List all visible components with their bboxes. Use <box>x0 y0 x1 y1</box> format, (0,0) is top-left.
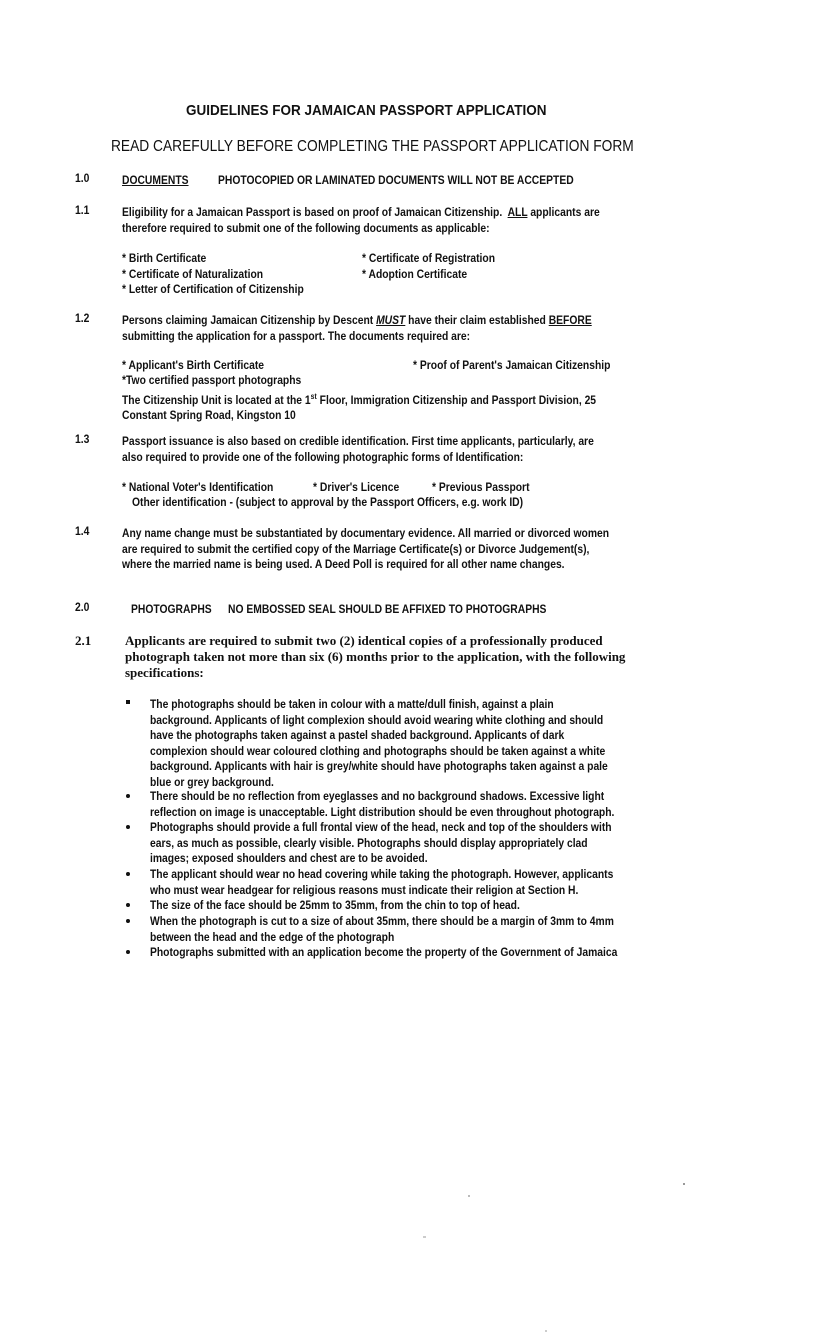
id-voter: * National Voter's Identification <box>122 480 274 494</box>
citizenship-unit-info: *Two certified passport photographs The Citizenship Unit is located at the 1st Floor, Immigration Citizenship and Passport Division, 25 Constant Spring Road, Kingston 10 <box>122 373 597 422</box>
bullet-icon <box>126 903 130 907</box>
list-item: Photographs should provide a full frontal view of the head, neck and top of the shoulders with ears, as much as possible, clearly visible. Photographs should display appropriately clad images; exposed shoulders and chest are to be avoided. <box>150 820 612 865</box>
page-title: GUIDELINES FOR JAMAICAN PASSPORT APPLICATION <box>186 102 547 119</box>
section-number-1-2: 1.2 <box>75 313 90 325</box>
list-item: * Adoption Certificate <box>362 266 468 281</box>
list-item: * Certificate of Naturalization <box>122 266 264 281</box>
list-item: * Certificate of Registration <box>362 251 496 265</box>
descent-required-left: * Applicant's Birth Certificate <box>122 358 264 372</box>
section-number-1-4: 1.4 <box>75 526 90 538</box>
bullet-icon <box>126 919 130 923</box>
list-item: * Letter of Certification of Citizenship <box>122 282 304 296</box>
section-number-2-1: 2.1 <box>75 633 92 648</box>
bullet-icon <box>126 950 130 954</box>
eligible-documents-left <box>122 251 304 298</box>
page-subtitle: READ CAREFULLY BEFORE COMPLETING THE PASSPORT APPLICATION FORM <box>111 138 634 155</box>
section-number-1-1: 1.1 <box>75 205 90 217</box>
photograph-requirements-intro: Applicants are required to submit two (2) identical copies of a professionally produced photograph taken not more than six (6) months prior to the application, with the following specifications: <box>125 633 626 680</box>
scan-speck <box>423 1236 426 1238</box>
section-heading-photographs: PHOTOGRAPHS <box>131 602 212 616</box>
section-number-2-0: 2.0 <box>75 602 90 614</box>
list-item: There should be no reflection from eyeglasses and no background shadows. Excessive light reflection on image is unacceptable. Light distribution should be even throughout photograph. <box>150 789 615 819</box>
square-bullet-icon <box>126 700 130 704</box>
descent-paragraph: Persons claiming Jamaican Citizenship by Descent MUST have their claim established BEFORE submitting the application for a passport. The documents required are: <box>122 313 592 343</box>
list-item: The size of the face should be 25mm to 35mm, from the chin to top of head. <box>150 898 520 912</box>
name-change-paragraph: Any name change must be substantiated by documentary evidence. All married or divorced women are required to submit the certified copy of the Marriage Certificate(s) or Divorce Judgement(s), where the married name is being used. A Deed Poll is required for all other name changes. <box>122 526 610 571</box>
id-passport: * Previous Passport <box>432 480 530 494</box>
id-licence: * Driver's Licence <box>313 480 400 494</box>
photographs-note: NO EMBOSSED SEAL SHOULD BE AFFIXED TO PHOTOGRAPHS <box>228 602 547 616</box>
eligibility-paragraph: Eligibility for a Jamaican Passport is based on proof of Jamaican Citizenship. ALL applicants are therefore required to submit one of the following documents as applicable: <box>122 205 600 235</box>
eligible-documents-right <box>362 251 495 282</box>
scan-speck <box>468 1195 470 1197</box>
identification-paragraph: Passport issuance is also based on credible identification. First time applicants, particularly, are also required to provide one of the following photographic forms of Identification: <box>122 434 594 464</box>
photo-spec-list <box>124 697 664 967</box>
list-item: The photographs should be taken in colour with a matte/dull finish, against a plain background. Applicants of light complexion should avoid wearing white clothing and should have the photographs taken against a pastel shaded background. Applicants of dark complexion should wear coloured clothing and photographs should be taken against a white background. Applicants with hair is grey/white should have photographs taken against a pale blue or grey background. <box>150 697 608 789</box>
section-heading-documents: DOCUMENTS <box>122 173 189 187</box>
list-item: * Birth Certificate <box>122 251 207 265</box>
id-other: Other identification - (subject to approval by the Passport Officers, e.g. work ID) <box>132 495 524 509</box>
section-number-1-0: 1.0 <box>75 173 90 185</box>
bullet-icon <box>126 872 130 876</box>
list-item: The applicant should wear no head covering while taking the photograph. However, applicants who must wear headgear for religious reasons must indicate their religion at Section H. <box>150 867 614 897</box>
bullet-icon <box>126 794 130 798</box>
descent-required-right: * Proof of Parent's Jamaican Citizenship <box>413 358 611 372</box>
list-item: Photographs submitted with an application become the property of the Government of Jamaica <box>150 945 618 959</box>
section-number-1-3: 1.3 <box>75 434 90 446</box>
documents-note: PHOTOCOPIED OR LAMINATED DOCUMENTS WILL NOT BE ACCEPTED <box>218 173 574 187</box>
scan-speck <box>545 1330 547 1332</box>
list-item: When the photograph is cut to a size of about 35mm, there should be a margin of 3mm to 4mm between the head and the edge of the photograph <box>150 914 614 944</box>
scan-speck <box>683 1183 685 1185</box>
bullet-icon <box>126 825 130 829</box>
